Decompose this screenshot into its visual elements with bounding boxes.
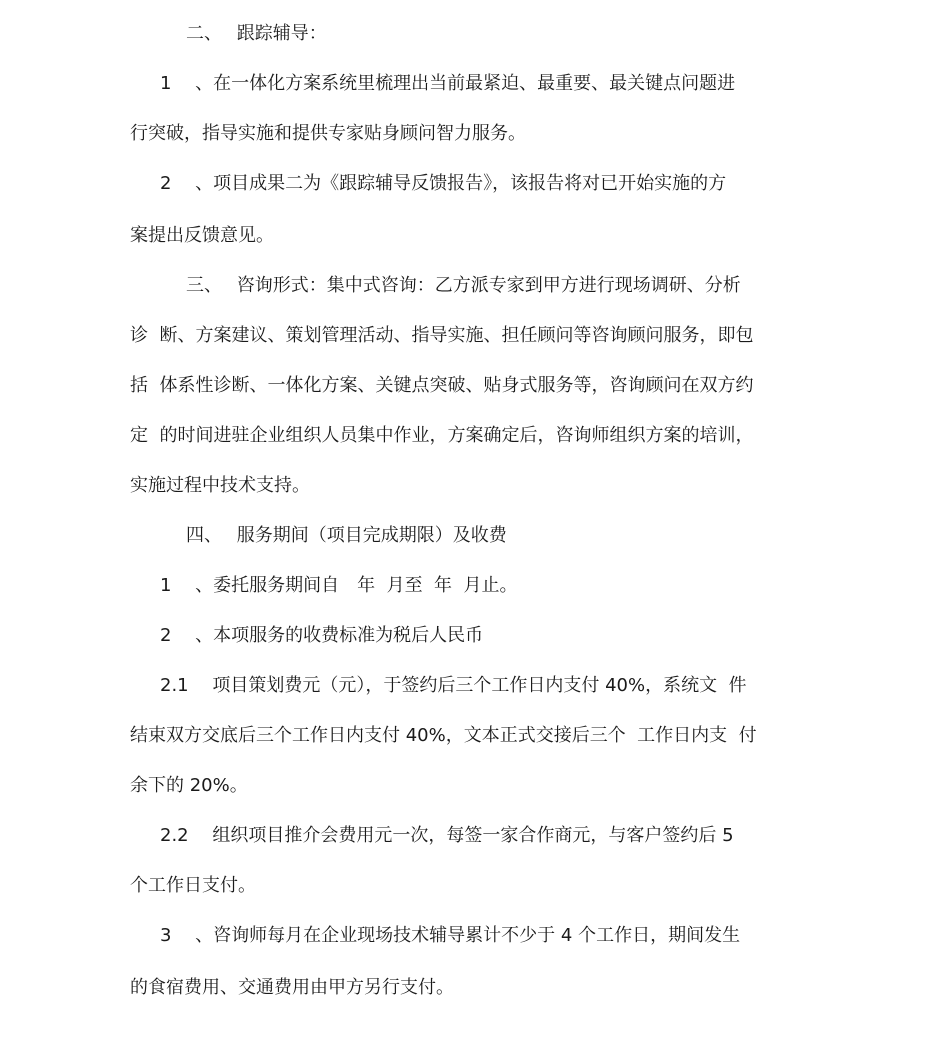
- item-2-1-line-1: 1 、在一体化方案系统里梳理出当前最紧迫、最重要、最关键点问题进: [160, 73, 736, 94]
- item-4-2-2-line-1: 2.2 组织项目推介会费用元一次，每签一家合作商元，与客户签约后 5: [160, 825, 734, 846]
- section-3-heading: 三、 咨询形式：集中式咨询：乙方派专家到甲方进行现场调研、分析: [186, 275, 741, 296]
- section-3-line-5: 实施过程中技术支持。: [130, 475, 310, 496]
- item-2-2-line-2: 案提出反馈意见。: [130, 225, 274, 246]
- item-4-2-2-line-2: 个工作日支付。: [130, 875, 256, 896]
- item-4-2-1-line-2: 结束双方交底后三个工作日内支付 40%，文本正式交接后三个 工作日内支 付: [130, 725, 757, 746]
- section-3-line-4: 定 的时间进驻企业组织人员集中作业，方案确定后，咨询师组织方案的培训，: [130, 425, 754, 446]
- item-4-3-line-1: 3 、咨询师每月在企业现场技术辅导累计不少于 4 个工作日，期间发生: [160, 925, 741, 946]
- section-3-line-3: 括 体系性诊断、一体化方案、关键点突破、贴身式服务等，咨询顾问在双方约: [130, 375, 754, 396]
- section-2-heading: 二、 跟踪辅导：: [186, 23, 327, 44]
- item-4-2-1-line-1: 2.1 项目策划费元（元），于签约后三个工作日内支付 40%，系统文 件: [160, 675, 747, 696]
- item-4-3-line-2: 的食宿费用、交通费用由甲方另行支付。: [130, 977, 454, 998]
- item-2-1-line-2: 行突破，指导实施和提供专家贴身顾问智力服务。: [130, 123, 526, 144]
- item-4-1: 1 、委托服务期间自 年 月至 年 月止。: [160, 575, 518, 596]
- section-4-heading: 四、 服务期间（项目完成期限）及收费: [186, 525, 507, 546]
- section-3-line-2: 诊 断、方案建议、策划管理活动、指导实施、担任顾问等咨询顾问服务，即包: [130, 325, 754, 346]
- item-2-2-line-1: 2 、项目成果二为《跟踪辅导反馈报告》，该报告将对已开始实施的方: [160, 173, 727, 194]
- item-4-2-1-line-3: 余下的 20%。: [130, 775, 248, 796]
- item-4-2: 2 、本项服务的收费标准为税后人民币: [160, 625, 484, 646]
